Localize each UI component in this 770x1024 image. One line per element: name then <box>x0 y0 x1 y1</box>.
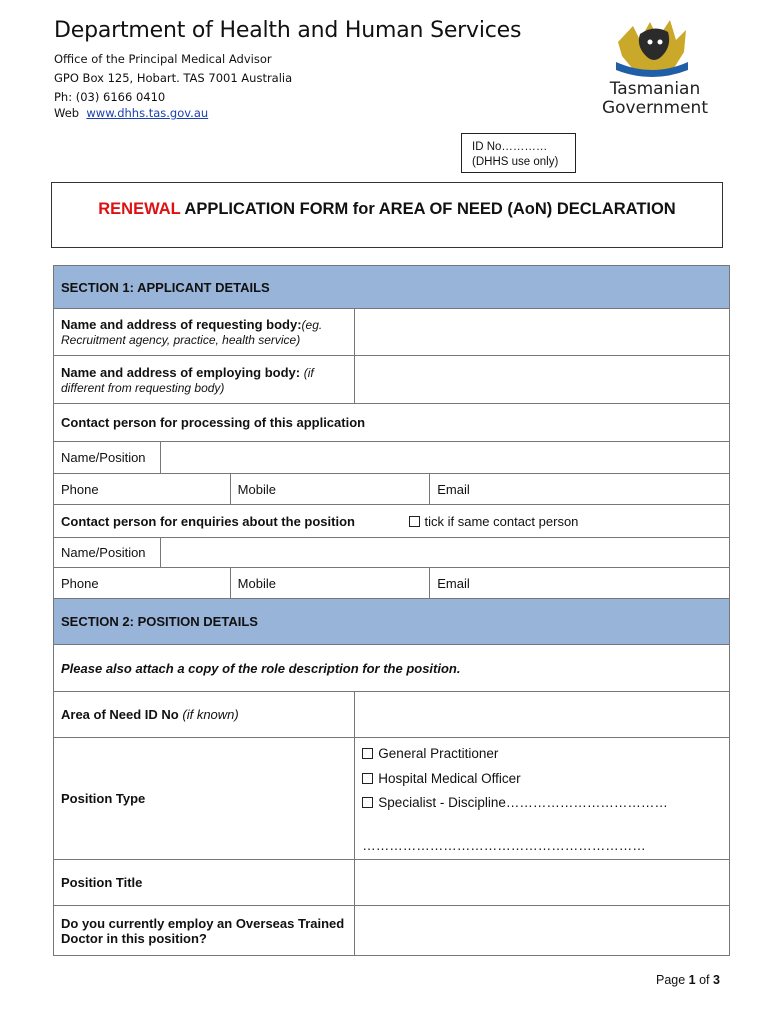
employing-body-hint: different from requesting body) <box>61 380 225 395</box>
employing-body-label: Name and address of employing body: <box>61 364 301 380</box>
contact-enquiries-heading: Contact person for enquiries about the position <box>61 513 355 529</box>
email-label: Email <box>437 481 470 497</box>
email-field-2[interactable] <box>430 568 730 599</box>
aon-id-field[interactable] <box>355 692 730 738</box>
web-line <box>54 106 208 120</box>
contact-enquiries-row <box>54 505 730 538</box>
employing-body-label-cell <box>54 356 355 404</box>
option-specialist[interactable] <box>362 791 722 816</box>
position-type-options <box>355 738 730 860</box>
id-number-label: ID No………… <box>472 141 548 153</box>
position-title-field[interactable] <box>355 860 730 906</box>
logo-wordmark <box>590 80 720 118</box>
phone-label: Phone <box>61 481 99 497</box>
position-title-label: Position Title <box>54 860 355 906</box>
form-title-rest: APPLICATION FORM for AREA OF NEED (AoN) DECLARATION <box>180 199 676 218</box>
id-number-box <box>461 133 576 173</box>
email-field[interactable] <box>430 474 730 505</box>
same-contact-checkbox[interactable] <box>409 514 579 529</box>
employ-otd-field[interactable] <box>355 906 730 956</box>
attach-role-note: Please also attach a copy of the role description for the position. <box>54 645 730 692</box>
office-name: Office of the Principal Medical Advisor <box>54 52 272 66</box>
mobile-field[interactable] <box>230 474 430 505</box>
form-title-renewal: RENEWAL <box>98 199 181 218</box>
form-title-box <box>51 182 723 248</box>
name-position-field[interactable] <box>160 442 729 474</box>
option-general-practitioner[interactable] <box>362 742 722 767</box>
discipline-dots[interactable]: ……………………………………………………… <box>362 837 646 853</box>
employing-body-if: (if <box>303 365 314 380</box>
option-label: General Practitioner <box>378 746 499 761</box>
employ-otd-question: Do you currently employ an Overseas Trained Doctor in this position? <box>54 906 355 956</box>
logo-line-1: Tasmanian <box>609 79 701 99</box>
requesting-body-label: Name and address of requesting body: <box>61 317 302 332</box>
application-form-table <box>53 265 730 956</box>
form-title <box>98 200 675 219</box>
id-number-note: (DHHS use only) <box>472 156 559 168</box>
email-label-2: Email <box>437 575 470 591</box>
mobile-label-2: Mobile <box>237 575 276 591</box>
requesting-body-eg: (eg. <box>301 318 323 332</box>
page-number: 1 <box>688 973 696 987</box>
department-title: Department of Health and Human Services <box>54 18 522 43</box>
section-1-heading: SECTION 1: APPLICANT DETAILS <box>54 266 730 309</box>
aon-id-label-cell <box>54 692 355 738</box>
logo-line-2: Government <box>601 98 709 118</box>
requesting-body-field[interactable] <box>355 309 730 356</box>
mobile-label: Mobile <box>237 481 276 497</box>
page-prefix: Page <box>656 973 689 987</box>
requesting-body-label-cell <box>54 309 355 356</box>
web-link[interactable]: www.dhhs.tas.gov.au <box>86 106 209 120</box>
employing-body-field[interactable] <box>355 356 730 404</box>
name-position-field-2[interactable] <box>160 538 729 568</box>
mobile-field-2[interactable] <box>230 568 430 599</box>
page-total: 3 <box>713 973 720 987</box>
option-label: Hospital Medical Officer <box>378 770 521 786</box>
phone-field-2[interactable] <box>54 568 231 599</box>
checkbox-icon <box>362 748 373 759</box>
checkbox-icon <box>409 516 420 527</box>
requesting-body-hint: Recruitment agency, practice, health service) <box>61 333 301 347</box>
aon-id-hint: (if known) <box>182 707 239 722</box>
same-contact-label: tick if same contact person <box>424 513 579 529</box>
option-label: Specialist - Discipline……………………………… <box>378 795 668 810</box>
name-position-label-2: Name/Position <box>54 538 161 568</box>
phone-label-2: Phone <box>61 575 99 591</box>
checkbox-icon <box>362 773 373 784</box>
page-footer <box>656 973 720 987</box>
name-position-label: Name/Position <box>54 442 161 474</box>
phone-field[interactable] <box>54 474 231 505</box>
position-type-label: Position Type <box>54 738 355 860</box>
web-label: Web <box>54 106 80 120</box>
option-hospital-medical-officer[interactable] <box>362 767 722 792</box>
aon-id-label: Area of Need ID No <box>61 707 179 722</box>
checkbox-icon <box>362 797 373 808</box>
contact-processing-heading: Contact person for processing of this application <box>54 404 730 442</box>
section-2-heading: SECTION 2: POSITION DETAILS <box>54 599 730 645</box>
phone-number: Ph: (03) 6166 0410 <box>54 90 166 104</box>
page-of: of <box>695 973 713 987</box>
postal-address: GPO Box 125, Hobart. TAS 7001 Australia <box>54 71 293 85</box>
